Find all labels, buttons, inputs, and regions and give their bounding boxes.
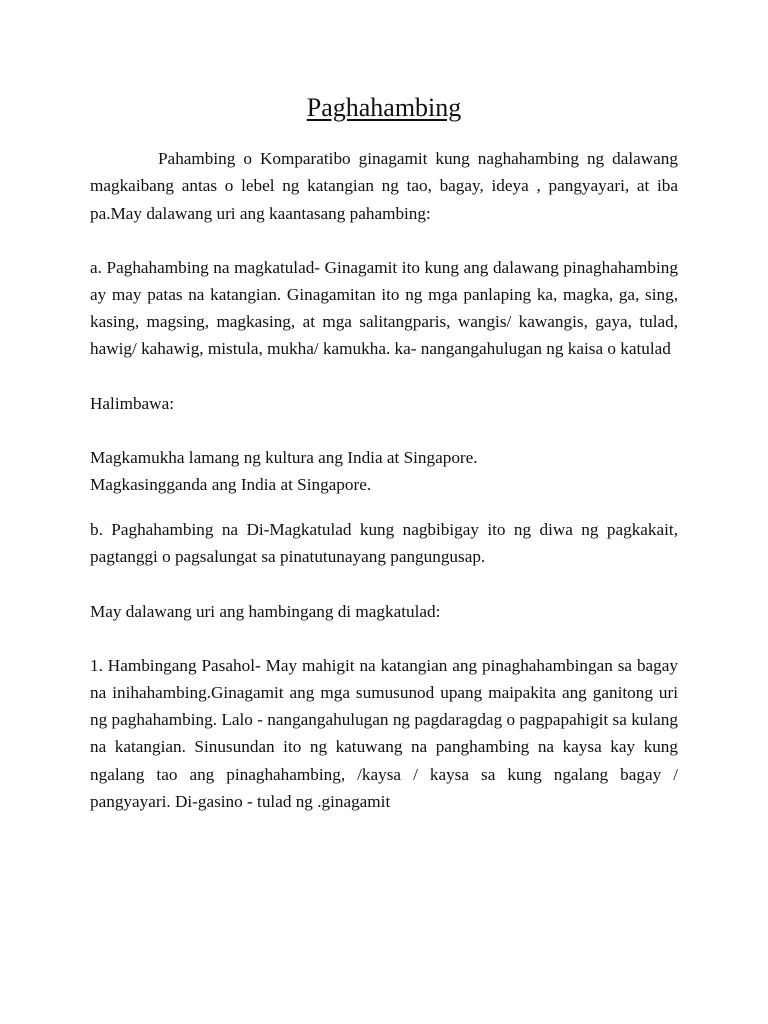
halimbawa-label: Halimbawa: bbox=[90, 393, 174, 413]
examples-block bbox=[90, 444, 678, 498]
dalawang-uri-heading: May dalawang uri ang hambingang di magkatulad: bbox=[90, 601, 441, 621]
document-title: Paghahambing bbox=[306, 93, 462, 122]
example-item: Magkasingganda ang India at Singapore. bbox=[90, 475, 372, 495]
item-1-paragraph: 1. Hambingang Pasahol- May mahigit na katangian ang pinaghahambingan sa bagay na inihahambing.Ginagamit ang mga sumusunod upang maipakita ang ganitong uri ng paghahambing. Lalo - nangangahulugan ng pagdaragdag o pagpapahigit sa kulang na katangian. Sinusundan ito ng katuwang na panghambing na kaysa kay kung ngalang tao ang pinaghahambing, /kaysa / kaysa sa kung ngalang bagay / pangyayari. Di-gasino - tulad ng .ginagamit bbox=[90, 655, 678, 811]
example-item: Magkamukha lamang ng kultura ang India at Singapore. bbox=[90, 447, 478, 467]
intro-paragraph: Pahambing o Komparatibo ginagamit kung naghahambing ng dalawang magkaibang antas o lebel ng katangian ng tao, bagay, ideya , pangyayari, at iba pa.May dalawang uri ang kaantasang pahambing: bbox=[90, 149, 678, 223]
section-a-paragraph: a. Paghahambing na magkatulad- Ginagamit ito kung ang dalawang pinaghahambing ay may patas na katangian. Ginagamitan ito ng mga panlaping ka, magka, ga, sing, kasing, magsing, magkasing, at mga salitangparis, wangis/ kawangis, gaya, tulad, hawig/ kahawig, mistula, mukha/ kamukha. ka- nangangahulugan ng kaisa o katulad bbox=[90, 257, 678, 359]
section-b-paragraph: b. Paghahambing na Di-Magkatulad kung nagbibigay ito ng diwa ng pagkakait, pagtanggi o pagsalungat sa pinatutunayang pangungusap. bbox=[90, 520, 678, 567]
document-page bbox=[90, 92, 678, 815]
